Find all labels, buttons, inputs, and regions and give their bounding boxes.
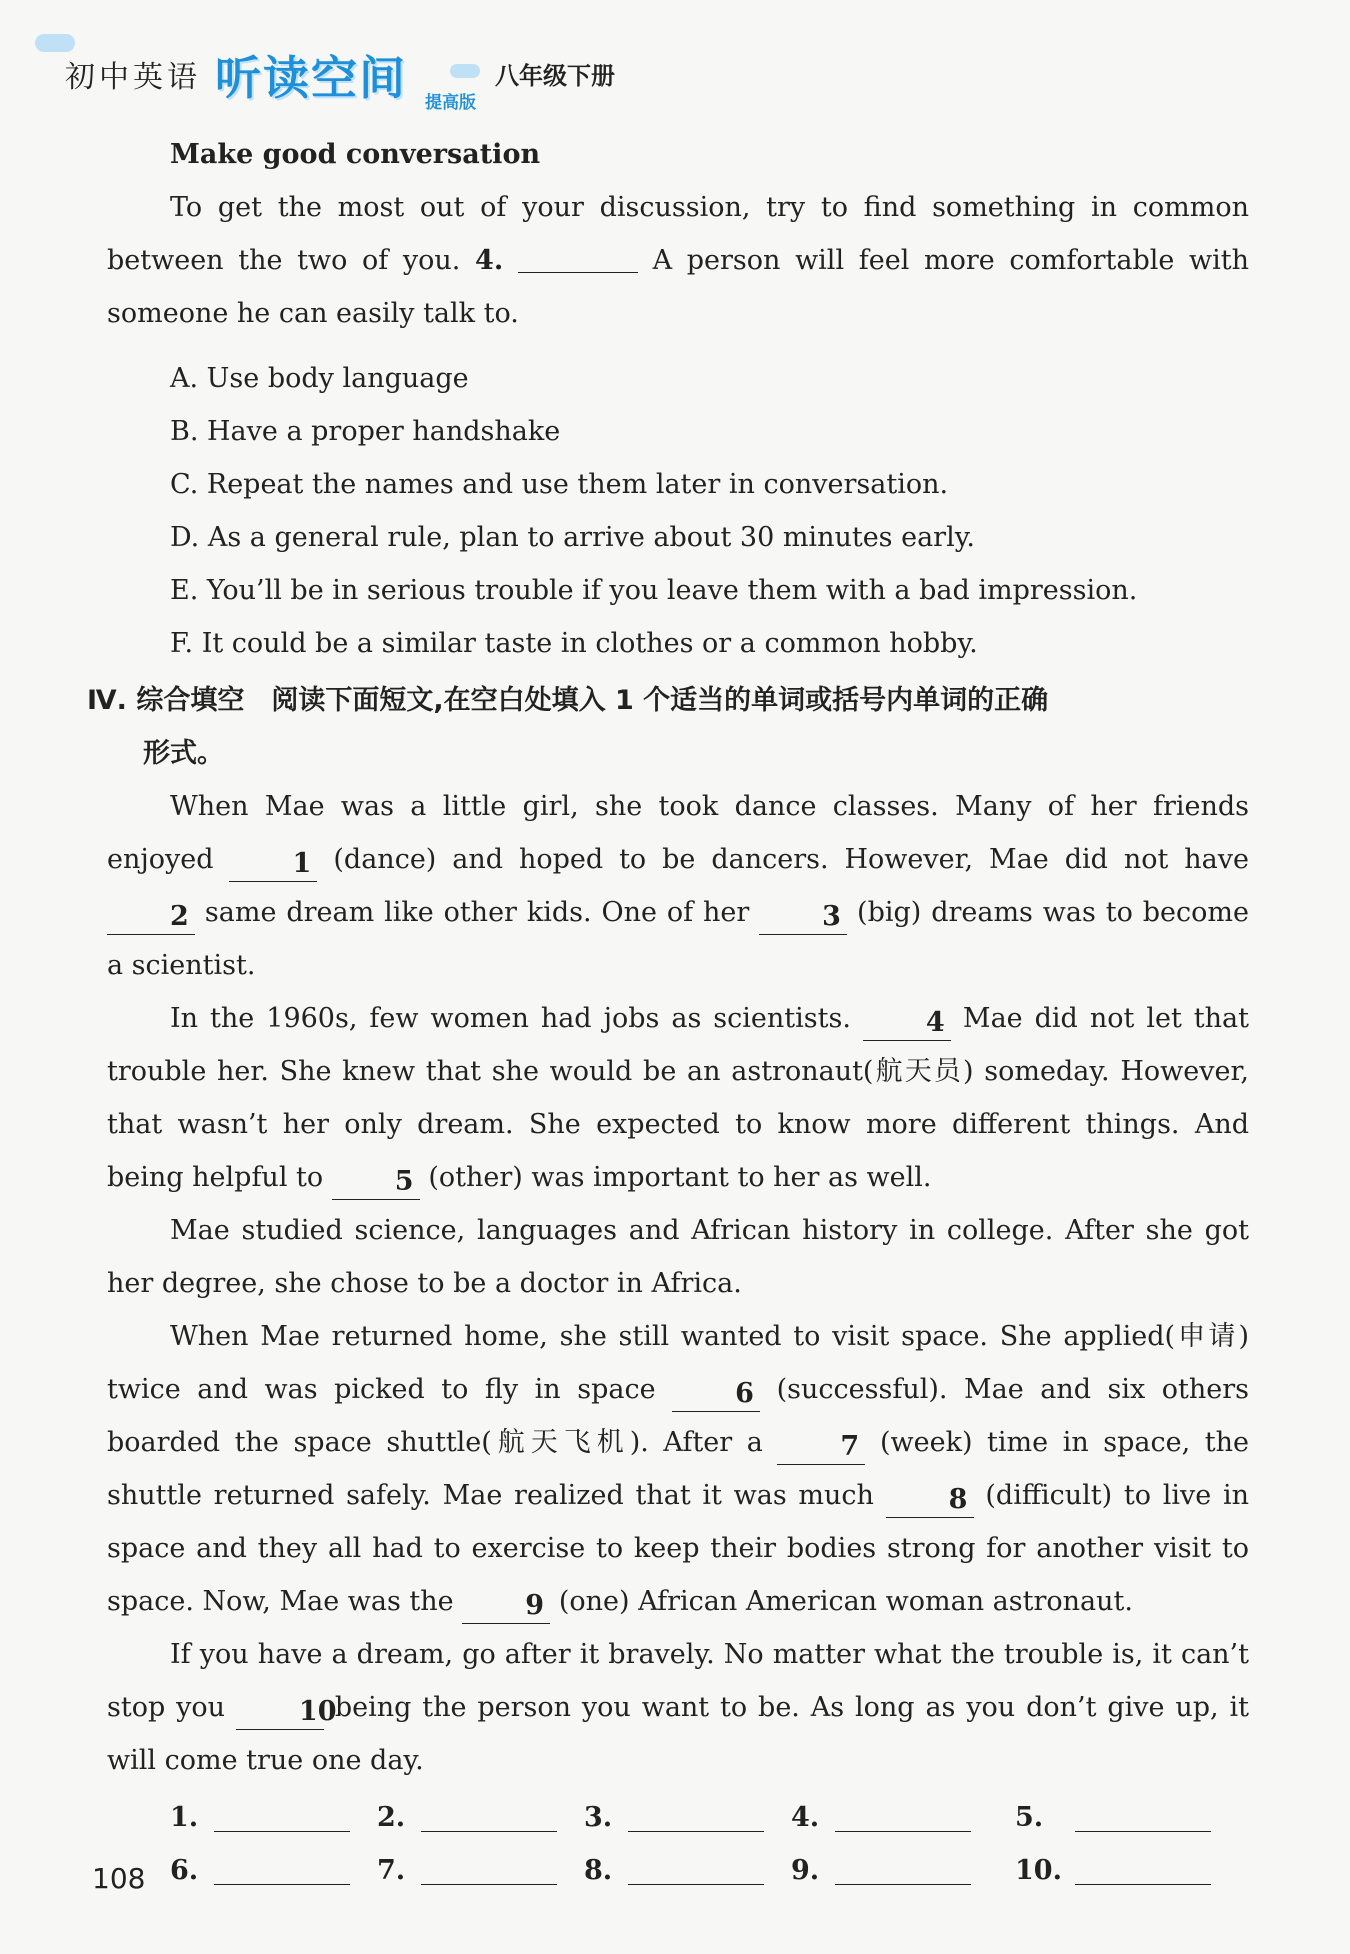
blank-6[interactable]: 6 [672,1379,760,1412]
answer-label: 6. [170,1855,199,1886]
answer-cell [1015,1791,1245,1844]
paragraph-text: To get the most out of your discussion, try to find something in common between the two of you. [107,192,1249,276]
answer-cell [791,1844,1015,1897]
answer-label: 9. [791,1855,820,1886]
answer-row-2 [170,1844,1249,1897]
answer-label: 8. [584,1855,613,1886]
answer-cell [377,1844,584,1897]
page-content [87,128,1250,1897]
grade-label: 八年级下册 [495,62,615,90]
option-f: F. It could be a similar taste in clothes or a common hobby. [170,628,978,659]
answer-line-2[interactable] [421,1803,557,1832]
answer-blank-4[interactable] [518,242,638,273]
text: same dream like other kids. One of her [204,897,750,928]
answer-line-3[interactable] [628,1803,764,1832]
page-number: 108 [92,1862,146,1895]
answer-cell [584,1844,791,1897]
answer-label: 2. [377,1802,406,1833]
answer-line-5[interactable] [1075,1803,1211,1832]
option-d: D. As a general rule, plan to arrive about 30 minutes early. [170,522,975,553]
text: If you have a dream, go after it bravely. No matter what the trouble is, it can’t stop you [107,1639,1249,1723]
blank-7[interactable]: 7 [777,1432,865,1465]
answer-cell [170,1791,377,1844]
text: When Mae returned home, she still wanted to visit space. She applied(申请) twice and was picked to fly in space [107,1321,1249,1405]
blank-5[interactable]: 5 [332,1167,420,1200]
options-list [107,352,1249,670]
section-heading-line1: Ⅳ. 综合填空 阅读下面短文,在空白处填入 1 个适当的单词或括号内单词的正确 [87,685,1049,716]
option-c: C. Repeat the names and use them later in conversation. [170,469,949,500]
story-paragraph-1 [107,780,1249,992]
paragraph-conversation [107,181,1249,340]
answer-cell [584,1791,791,1844]
answer-label: 7. [377,1855,406,1886]
blank-4[interactable]: 4 [863,1008,951,1041]
text: (big) dreams was to become a scientist. [107,897,1249,981]
answer-line-1[interactable] [214,1803,350,1832]
answer-line-4[interactable] [835,1803,971,1832]
paragraph-text: A person will feel more comfortable with someone he can easily talk to. [107,245,1250,329]
text: (other) was important to her as well. [428,1162,932,1193]
option-b: B. Have a proper handshake [170,416,561,447]
cloud-decoration-small [450,64,480,78]
answer-cell [1015,1844,1245,1897]
blank-9[interactable]: 9 [462,1591,550,1624]
answer-label: 5. [1015,1802,1044,1833]
text: Mae did not let that trouble her. She knew that she would be an astronaut(航天员) someday. However, that wasn’t her only dream. She expected to know more different things. And being helpful to [107,1003,1249,1193]
answer-label: 3. [584,1802,613,1833]
blank-1[interactable]: 1 [229,849,317,882]
question-number: 4. [475,245,504,276]
story-paragraph-4 [107,1310,1249,1628]
answer-grid [107,1791,1249,1897]
answer-row-1 [170,1791,1249,1844]
page-header [55,42,655,112]
text: In the 1960s, few women had jobs as scientists. [170,1003,851,1034]
edition-label: 提高版 [425,93,476,113]
blank-2[interactable]: 2 [107,902,195,935]
text: (week) time in space, the shuttle returned safely. Mae realized that it was much [107,1427,1249,1511]
text: (dance) and hoped to be dancers. However, Mae did not have [333,844,1249,875]
answer-line-10[interactable] [1075,1856,1211,1885]
cloud-decoration [35,34,75,52]
brand-logo: 听读空间 [215,51,407,105]
option-e: E. You’ll be in serious trouble if you leave them with a bad impression. [170,575,1138,606]
answer-cell [377,1791,584,1844]
series-title: 初中英语 [65,60,201,95]
blank-10[interactable]: 10 [236,1697,324,1730]
section-heading [87,674,1249,780]
answer-line-8[interactable] [628,1856,764,1885]
blank-8[interactable]: 8 [886,1485,974,1518]
story-paragraph-5 [107,1628,1249,1787]
blank-3[interactable]: 3 [759,902,847,935]
answer-line-6[interactable] [214,1856,350,1885]
answer-label: 10. [1015,1855,1062,1886]
answer-label: 4. [791,1802,820,1833]
section-title: Make good conversation [170,139,541,170]
text: (difficult) to live in space and they all had to exercise to keep their bodies strong for another visit to space. Now, Mae was the [107,1480,1249,1617]
answer-line-9[interactable] [835,1856,971,1885]
story-paragraph-2 [107,992,1249,1204]
answer-line-7[interactable] [421,1856,557,1885]
text: When Mae was a little girl, she took dance classes. Many of her friends enjoyed [107,791,1249,875]
text: (successful). Mae and six others boarded the space shuttle(航天飞机). After a [107,1374,1249,1458]
story-paragraph-3: Mae studied science, languages and African history in college. After she got her degree, she chose to be a doctor in Africa. [107,1215,1249,1299]
text: being the person you want to be. As long as you don’t give up, it will come true one day. [107,1692,1249,1776]
answer-label: 1. [170,1802,199,1833]
option-a: A. Use body language [170,363,469,394]
answer-cell [170,1844,377,1897]
answer-cell [791,1791,1015,1844]
text: (one) African American woman astronaut. [558,1586,1133,1617]
section-heading-line2: 形式。 [143,738,224,769]
